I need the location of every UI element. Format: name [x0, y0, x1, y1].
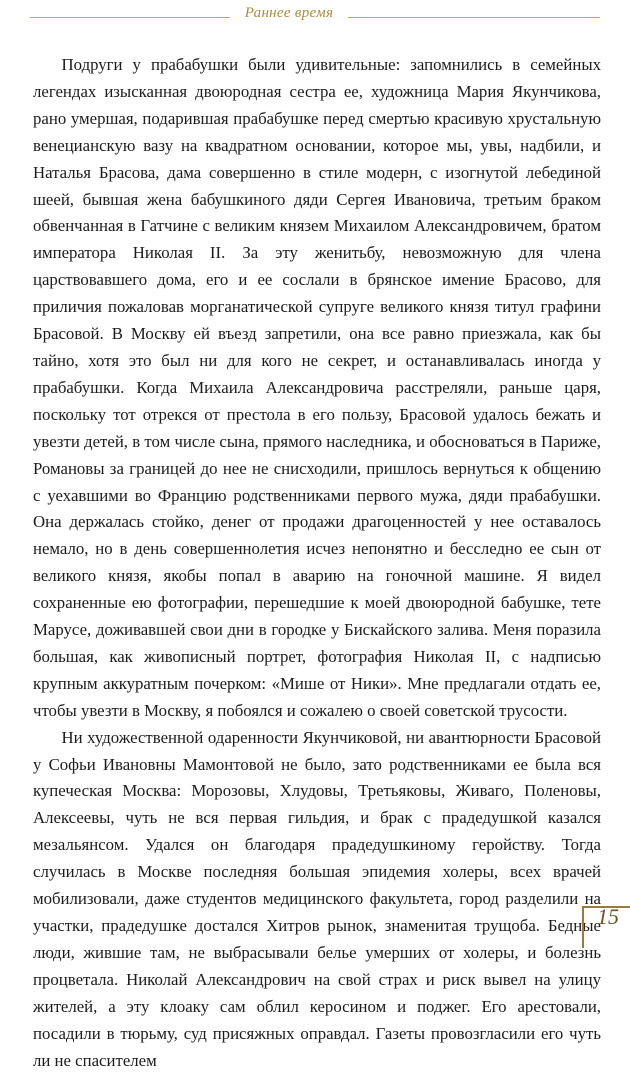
paragraph-1: Подруги у прабабушки были удивительные: запомнились в семейных легендах изысканная двоюродная сестра ее, художница Мария Якунчикова, рано умершая, подарившая прабабушке перед смертью красивую хрустальную венецианскую вазу на квадратном основании, которое мы, увы, надбили, и Наталья Брасова, дама совершенно в стиле модерн, с изогнутой лебединой шеей, бывшая жена бабушкиного дяди Сергея Ивановича, третьим браком обвенчанная в Гатчине с великим князем Михаилом Александровичем, братом императора Николая II. За эту женитьбу, невозможную для члена царствовавшего дома, его и ее сослали в брянское имение Брасово, для приличия пожаловав морганатической супруге великого князя титул графини Брасовой. В Москву ей въезд запретили, она все равно приезжала, как бы тайно, хотя это был ни для кого не секрет, и останавливалась иногда у прабабушки. Когда Михаила Александровича расстреляли, раньше царя, поскольку тот отрекся от престола в его пользу, Брасовой удалось бежать и увезти детей, в том числе сына, прямого наследника, и обосноваться в Париже, Романовы за границей до нее не снисходили, пришлось вернуться к общению с уехавшими во Францию родственниками первого мужа, дяди прабабушки. Она держалась стойко, денег от продажи драгоценностей у нее оставалось немало, но в день совершеннолетия исчез непонятно и бесследно ее сын от великого князя, якобы попал в аварию на гоночной машине. Я видел сохраненные ею фотографии, перешедшие к моей двоюродной бабушке, тете Марусе, доживавшей свои дни в городке у Бискайского залива. Меня поразила большая, как живописный портрет, фотография Николая II, с надписью крупным аккуратным почерком: «Мише от Ники». Мне предлагали отдать ее, чтобы увезти в Москву, я побоялся и сожалею о своей советской трусости. [33, 55, 601, 720]
body-text [33, 52, 601, 1074]
header-rule-left [30, 17, 230, 18]
running-header [0, 0, 630, 40]
page-number: 15 [597, 904, 619, 929]
running-title: Раннее время [244, 5, 334, 21]
paragraph-2: Ни художественной одаренности Якунчиковой, ни авантюрности Брасовой у Софьи Ивановны Мамонтовой не было, зато родственниками ее была вся купеческая Москва: Морозовы, Хлудовы, Третьяковы, Живаго, Поленовы, Алексеевы, чуть не вся первая гильдия, и брак с прадедушкой казался мезальянсом. Удался он благодаря прадедушкиному геройству. Тогда случилась в Москве последняя большая эпидемия холеры, всех врачей мобилизовали, даже студентов медицинского факультета, город разделили на участки, прадедушке достался Хитров рынок, знаменитая трущоба. Бедные люди, жившие там, не выбрасывали белье умерших от холеры, и болезнь процветала. Николай Александрович на свой страх и риск вывел на улицу жителей, а эту клоаку сам облил керосином и поджег. Его арестовали, посадили в тюрьму, суд присяжных оправдал. Газеты провозгласили его чуть ли не спасителем [33, 727, 601, 1070]
page-number-box [574, 898, 630, 944]
header-rule-right [348, 17, 600, 18]
